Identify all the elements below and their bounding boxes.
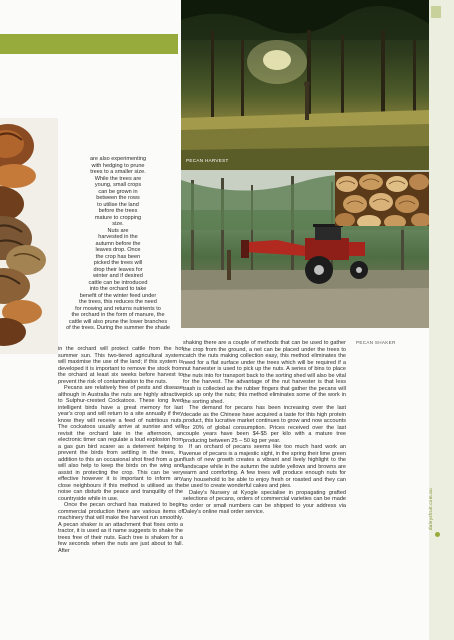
intro-line: leaves drop. Once: [95, 247, 141, 253]
pecan-nuts-image: [0, 118, 58, 354]
article-right-column: [183, 340, 346, 516]
intro-line: trees to a smaller size.: [90, 169, 146, 175]
footer-dot-icon: [435, 532, 440, 537]
intro-line: of the trees. During the summer the shade: [66, 325, 170, 331]
paragraph: The demand for pecans has been increasing over the last decade as the Chinese have acquired a taste for this high protein product, this lucrative market continues to grow and now accounts for 20% of global consumption. Prices received over the last couple years have been $4-$5 per kilo with a mature tree producing between 25 – 50 kg per year.: [183, 405, 346, 444]
photo-caption-shaker: PECAN SHAKER: [356, 340, 396, 345]
intro-line: young, small crops: [94, 182, 142, 188]
intro-line: the trees, this reduces the need: [79, 299, 157, 305]
section-tab: [431, 6, 441, 18]
article-left-column: [58, 346, 183, 554]
paragraph: shaking there are a couple of methods that can be used to gather the crop from the ground, a net can be placed under the trees to catch the nuts making collection easy, this method eliminates the need for a flat surface under the trees which will be required if a nut harvester is used to pick up the nuts. A series of bins to place the nuts into for transport back to the sorting shed will also be vital for the harvest. The advantage of the nut harvester is that less trash is collected as the rubber fingers that gather the pecans will pick up only the nuts; this method eliminates some of the work in the sorting shed.: [183, 340, 346, 405]
intro-line: Nuts are: [107, 227, 129, 234]
footer-url: daleysfruit.com.au: [428, 488, 433, 530]
intro-line: before the trees: [98, 208, 138, 214]
intro-line: into the orchard to take: [89, 286, 147, 292]
intro-line: size.: [112, 221, 124, 227]
intro-line: are also experimenting: [89, 156, 147, 162]
paragraph: If an orchard of pecans seems like too much hard work an avenue of pecans is a majestic sight, in the spring their lime green flush of new growth creates a vibrant and lively highlight to the landscape while in the autumn the subtle yellows and browns are warm and comforting. A few trees will produce enough nuts for any household to be able to enjoy fresh or roasted and they can be used to create wonderful cakes and pies.: [183, 444, 346, 489]
intro-line: winter and if desired: [93, 273, 143, 279]
paragraph: in the orchard will protect cattle from the hot summer sun. This two-tiered agricultural system will maximise the use of the land; if this system is developed it is important to remove the stock from the orchard at least six weeks before harvest to prevent the risk of contamination to the nuts.: [58, 346, 183, 385]
paragraph: Once the pecan orchard has matured to begin commercial production there are various items of machinery that will make the harvest run smoothly. A pecan shaker is an attachment that fixes onto a tractor, it is used as it name suggests to shake the trees free of their nuts. Each tree is shaken for a few seconds when the nuts are just about to fall. After: [58, 502, 183, 554]
intro-line: While the trees are: [94, 175, 142, 182]
paragraph: Daley's Nursery at Kyogle specialise in propagating grafted selections of pecans, orders of commercial varieties can be made to order or small numbers can be shipped to your address via Daley's online mail order service.: [183, 489, 346, 515]
intro-line: picked the trees will: [93, 260, 143, 266]
intro-line: autumn before the: [95, 240, 141, 247]
side-margin-band: [429, 0, 454, 640]
photo-caption-harvest: PECAN HARVEST: [186, 158, 229, 163]
intro-line: harvested in the: [98, 234, 138, 240]
intro-line: the orchard in the form of manure, the: [71, 312, 165, 318]
header-accent-band: [0, 34, 178, 54]
intro-line: the crop has been: [95, 253, 141, 260]
intro-line: can be grown in: [98, 188, 138, 195]
paragraph: Pecans are relatively free of pests and disease although in Australia the nuts are highly attractive to Sulphur-crested Cockatoos. These long lived intelligent birds have a great memory for last year's crop and will return to a site annually if they know they will receive a feed of nutritious nuts. The cockatoos usually arrive at sunrise and will revisit the orchard late in the afternoon, an electronic timer can regulate a loud explosion from a gas gun bird scarer as a deterrent helping to prevent the birds from settling in the trees, in addition to this an occasional shot fired from a gun will also help to keep the birds on the wing and assist in protecting the crop. This can be very effective however it is important to inform any close neighbours if this method is utilised as the noise can disturb the peace and tranquility of the countryside while in use.: [58, 385, 183, 502]
intro-line: mature to cropping: [94, 214, 142, 221]
orchard-photo: [181, 0, 429, 170]
intro-line: benefit of the winter feed under: [79, 292, 157, 299]
intro-line: to utilise the land: [97, 201, 139, 208]
intro-line: drop their leaves for: [93, 266, 143, 273]
intro-line: with hedging to prune: [91, 162, 145, 169]
article-intro-column: [58, 156, 178, 332]
intro-line: between the rows: [96, 195, 140, 201]
pecan-nuts-closeup-photo: [335, 172, 429, 226]
intro-line: cattle can be introduced: [88, 279, 148, 286]
intro-line: cattle will also prune the lower branches: [68, 318, 168, 325]
intro-line: for mowing and returns nutrients to: [75, 305, 161, 312]
